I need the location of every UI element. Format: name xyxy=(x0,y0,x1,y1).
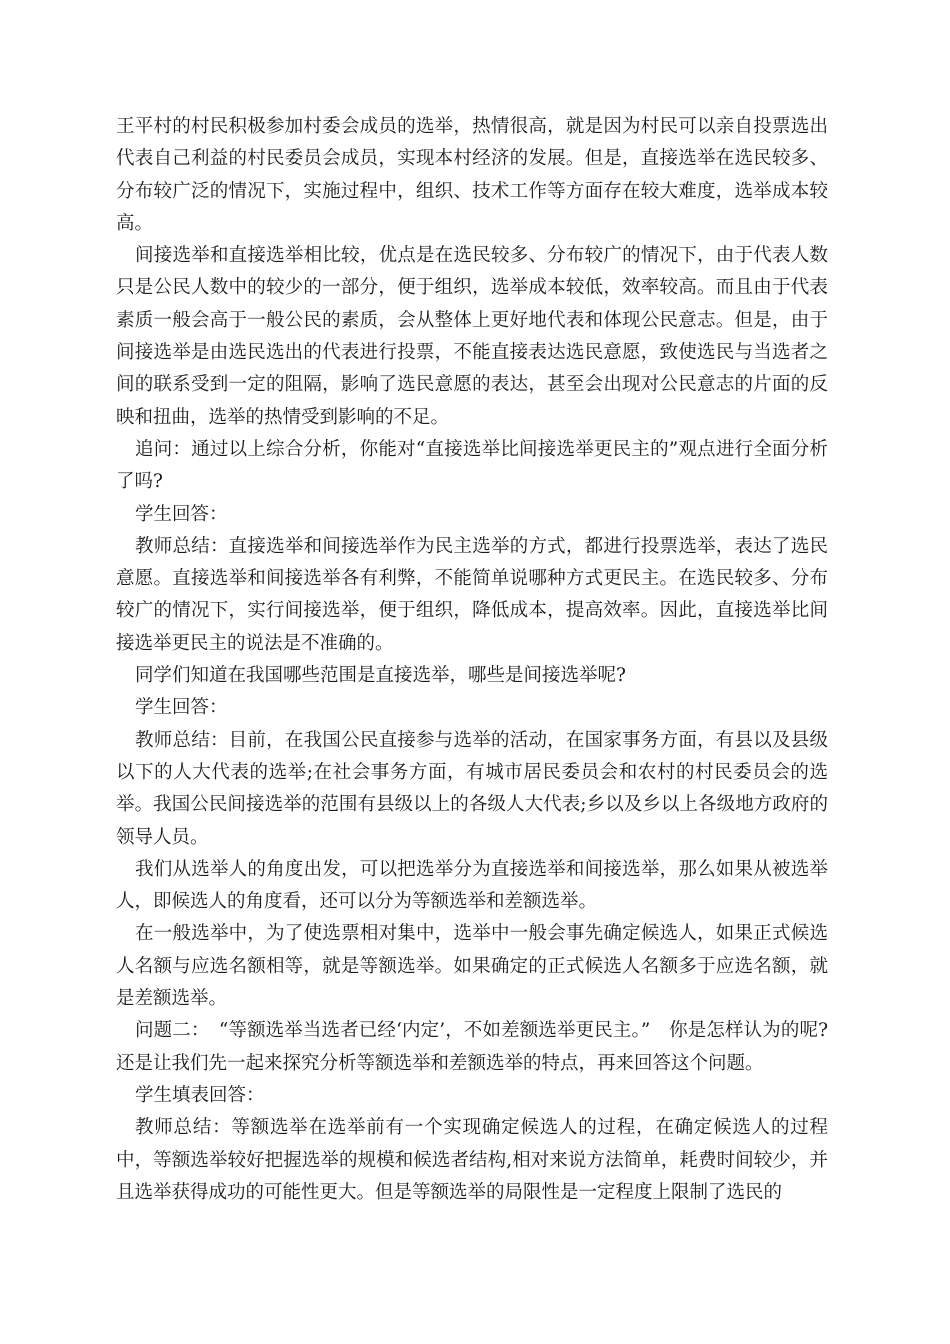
paragraph-1: 王平村的村民积极参加村委会成员的选举，热情很高，就是因为村民可以亲自投票选出代表自己利益的村民委员会成员，实现本村经济的发展。但是，直接选举在选民较多、分布较广泛的情况下，实施过程中，组织、技术工作等方面存在较大难度，选举成本较高。 xyxy=(116,116,828,234)
paragraph-7: 学生回答： xyxy=(135,697,228,719)
paragraph-4: 学生回答： xyxy=(135,503,228,525)
paragraph-9: 我们从选举人的角度出发，可以把选举分为直接选举和间接选举，那么如果从被选举人，即候选人的角度看，还可以分为等额选举和差额选举。 xyxy=(116,858,828,913)
paragraph-5: 教师总结：直接选举和间接选举作为民主选举的方式，都进行投票选举，表达了选民意愿。直接选举和间接选举各有利弊，不能简单说哪种方式更民主。在选民较多、分布较广的情况下，实行间接选举，便于组织，降低成本，提高效率。因此，直接选举比间接选举更民主的说法是不准确的。 xyxy=(116,535,828,654)
paragraph-12: 学生填表回答： xyxy=(135,1084,265,1106)
paragraph-13: 教师总结：等额选举在选举前有一个实现确定候选人的过程，在确定候选人的过程中，等额选举较好把握选举的规模和候选者结构,相对来说方法简单，耗费时间较少，并且选举获得成功的可能性更大。但是等额选举的局限性是一定程度上限制了选民的 xyxy=(116,1117,828,1203)
paragraph-11: 问题二： “等额选举当选者已经‘内定’，不如差额选举更民主。” 你是怎样认为的呢?还是让我们先一起来探究分析等额选举和差额选举的特点，再来回答这个问题。 xyxy=(116,1020,828,1074)
paragraph-10: 在一般选举中，为了使选票相对集中，选举中一般会事先确定候选人，如果正式候选人名额与应选名额相等，就是等额选举。如果确定的正式候选人名额多于应选名额，就是差额选举。 xyxy=(116,923,828,1010)
paragraph-8: 教师总结：目前，在我国公民直接参与选举的活动，在国家事务方面，有县以及县级以下的人大代表的选举;在社会事务方面，有城市居民委员会和农村的村民委员会的选举。我国公民间接选举的范围有县级以上的各级人大代表;乡以及乡以上各级地方政府的领导人员。 xyxy=(116,729,828,848)
paragraph-3: 追问：通过以上综合分析，你能对“直接选举比间接选举更民主的”观点进行全面分析了吗? xyxy=(116,438,828,493)
paragraph-6: 同学们知道在我国哪些范围是直接选举，哪些是间接选举呢? xyxy=(135,665,626,687)
document-page xyxy=(116,111,828,1209)
paragraph-2: 间接选举和直接选举相比较，优点是在选民较多、分布较广的情况下，由于代表人数只是公民人数中的较少的一部分，便于组织，选举成本较低，效率较高。而且由于代表素质一般会高于一般公民的素质，会从整体上更好地代表和体现公民意志。但是，由于间接选举是由选民选出的代表进行投票，不能直接表达选民意愿，致使选民与当选者之间的联系受到一定的阻隔，影响了选民意愿的表达，甚至会出现对公民意志的片面的反映和扭曲，选举的热情受到影响的不足。 xyxy=(116,245,828,428)
